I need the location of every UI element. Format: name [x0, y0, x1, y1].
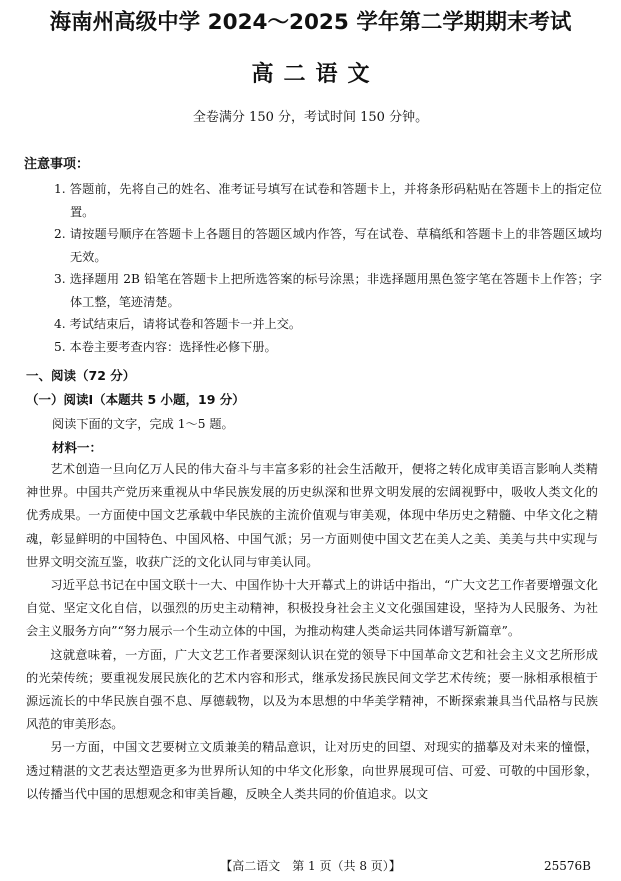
body-paragraph: 习近平总书记在中国文联十一大、中国作协十大开幕式上的讲话中指出，“广大文艺工作者要增强文化自觉、坚定文化自信，以强烈的历史主动精神，积极投身社会主义文化强国建设，坚持为人民服务、为社会主义服务方向”“努力展示一个生动立体的中国，为推动构建人类命运共同体谱写新篇章”。 [26, 578, 598, 639]
exam-title: 海南州高级中学 2024～2025 学年第二学期期末考试 [49, 10, 572, 35]
exam-info: 全卷满分 150 分，考试时间 150 分钟。 [192, 110, 429, 125]
notice-list [54, 178, 602, 358]
notice-item: 3. 选择题用 2B 铅笔在答题卡上把所选答案的标号涂黑；非选择题用黑色签字笔在答题卡上作答；字体工整，笔迹清楚。 [54, 272, 602, 309]
material-label: 材料一： [52, 440, 103, 455]
page-footer: 【高二语文 第 1 页（共 8 页）】 [220, 859, 401, 873]
paper-code: 25576B [544, 859, 591, 873]
section-heading: 一、阅读（72 分） [26, 368, 136, 383]
subsection-heading: （一）阅读Ⅰ（本题共 5 小题，19 分） [26, 392, 245, 407]
notice-item: 2. 请按题号顺序在答题卡上各题目的答题区域内作答，写在试卷、草稿纸和答题卡上的非答题区域均无效。 [54, 227, 602, 264]
reading-instruction: 阅读下面的文字，完成 1～5 题。 [52, 417, 234, 431]
body-paragraph: 这就意味着，一方面，广大文艺工作者要深刻认识在党的领导下中国革命文艺和社会主义文艺所形成的光荣传统；要重视发展民族化的艺术内容和形式，继承发扬民族民间文学艺术传统；要一脉相承根植于源远流长的中华民族自强不息、厚德载物，以及为本思想的中华美学精神，不断探索兼具当代品格与民族风范的审美形态。 [26, 647, 598, 732]
notice-item: 4. 考试结束后，请将试卷和答题卡一并上交。 [54, 317, 302, 331]
material-body [26, 458, 598, 806]
notice-heading: 注意事项： [24, 157, 90, 172]
notice-item: 1. 答题前，先将自己的姓名、准考证号填写在试卷和答题卡上，并将条形码粘贴在答题卡上的指定位置。 [54, 182, 602, 219]
notice-item: 5. 本卷主要考查内容：选择性必修下册。 [54, 339, 277, 354]
body-paragraph: 另一方面，中国文艺要树立文质兼美的精品意识，让对历史的回望、对现实的描摹及对未来的憧憬，透过精湛的文艺表达塑造更多为世界所认知的中华文化形象，向世界展现可信、可爱、可敬的中国形象，以传播当代中国的思想观念和审美旨趣，反映全人类共同的价值追求。以文 [26, 740, 598, 801]
subject-title: 高二语文 [251, 62, 380, 87]
body-paragraph: 艺术创造一旦向亿万人民的伟大奋斗与丰富多彩的社会生活敞开，便将之转化成审美语言影响人类精神世界。中国共产党历来重视从中华民族发展的历史纵深和世界文明发展的宏阔视野中，吸收人类文化的优秀成果。一方面使中国文艺承载中华民族的主流价值观与审美观，体现中华历史之精髓、中华文化之精魂，彰显鲜明的中国特色、中国风格、中国气派；另一方面则使中国文艺在美人之美、美美与共中实现与世界文明交流互鉴，收获广泛的文化认同与审美认同。 [26, 462, 598, 569]
